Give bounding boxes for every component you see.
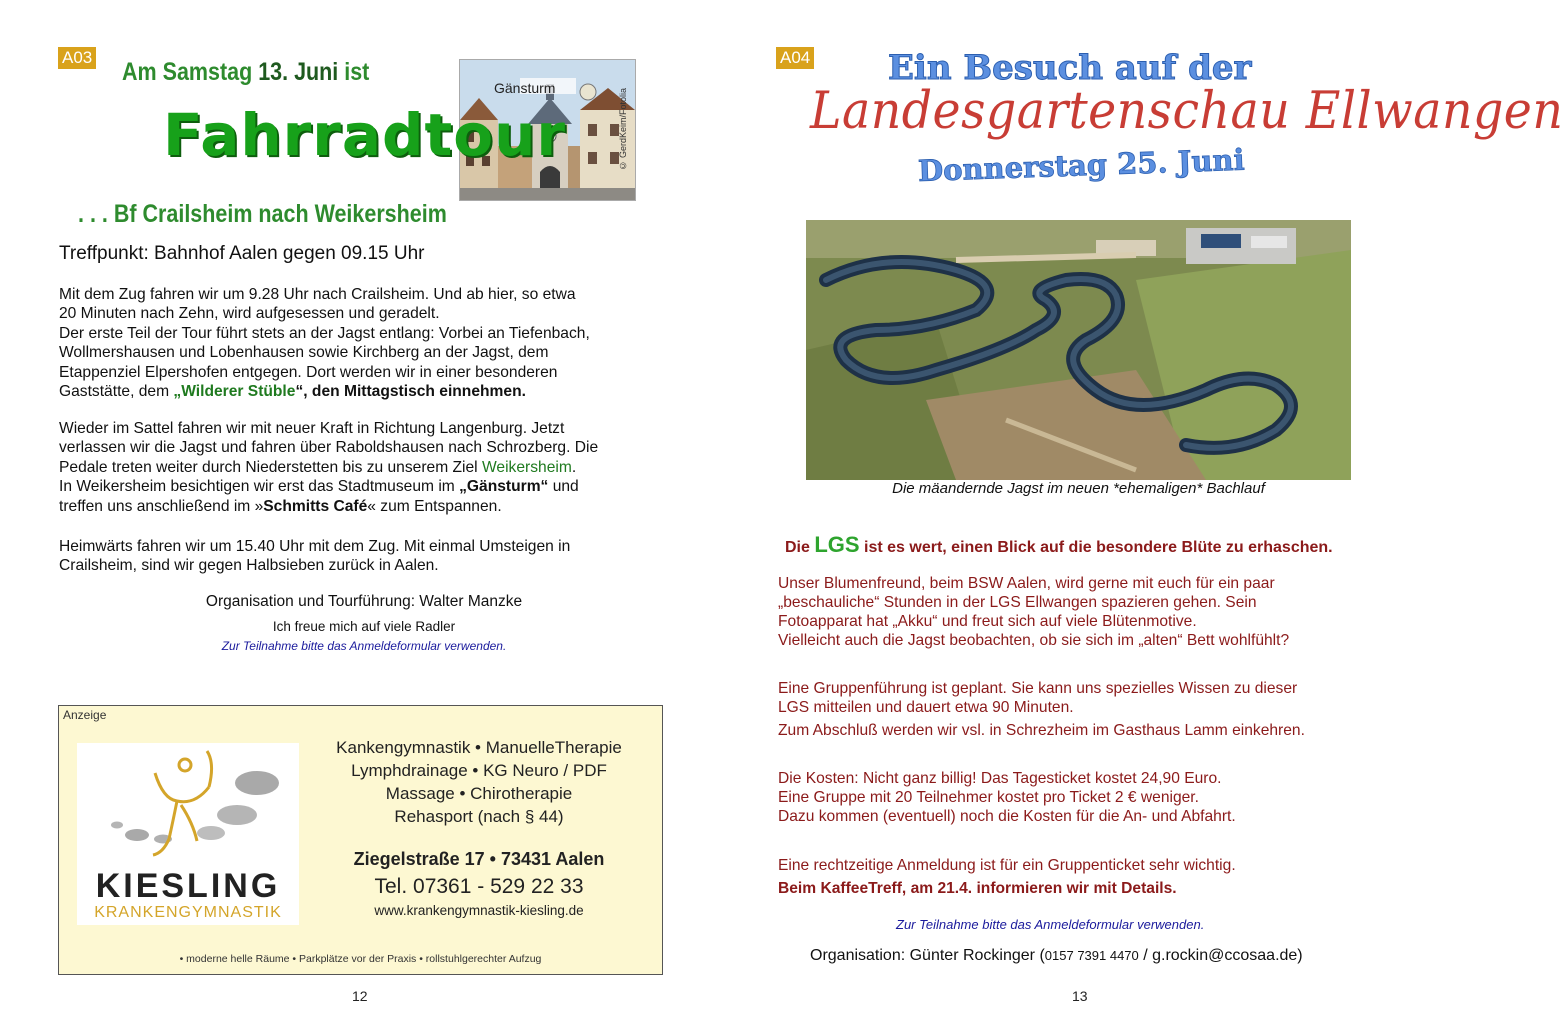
text-line: Mit dem Zug fahren wir um 9.28 Uhr nach Crailsheim. Und ab hier, so etwa bbox=[59, 286, 576, 303]
ad-footer: • moderne helle Räume • Parkplätze vor der Praxis • rollstuhlgerechter Aufzug bbox=[179, 953, 542, 965]
logo-subtitle: KRANKENGYMNASTIK bbox=[94, 904, 282, 921]
headline-date: 13. Juni bbox=[258, 58, 339, 86]
text-span: . bbox=[571, 458, 577, 476]
lgs-word: LGS bbox=[814, 532, 860, 557]
photo-credit: © GerdKeim/Fotolia bbox=[618, 88, 628, 171]
ad-service-line: Rehasport (nach § 44) bbox=[394, 807, 564, 826]
river-illustration bbox=[806, 220, 1351, 480]
text-line: Wieder im Sattel fahren wir mit neuer Kraft in Richtung Langenburg. Jetzt bbox=[59, 420, 565, 437]
page-number-left: 12 bbox=[352, 988, 368, 1004]
registration-note-right: Zur Teilnahme bitte das Anmeldeformular verwenden. bbox=[896, 917, 1205, 932]
lgs-heading bbox=[785, 532, 1333, 558]
title-line-date: Donnerstag 25. Juni bbox=[917, 142, 1246, 188]
text-span: und bbox=[548, 478, 579, 496]
ad-service-line: Massage • Chirotherapie bbox=[385, 784, 573, 803]
text-line: Dazu kommen (eventuell) noch die Kosten für die An- und Abfahrt. bbox=[778, 808, 1236, 825]
paragraph-return bbox=[59, 537, 669, 576]
headline-suffix: ist bbox=[338, 58, 370, 86]
section-tag-a04: A04 bbox=[776, 47, 814, 69]
event-title: Fahrradtour bbox=[163, 101, 566, 169]
text-span: Organisation: Günter Rockinger ( bbox=[810, 947, 1045, 964]
paragraph-costs bbox=[778, 769, 1378, 826]
text-line: Heimwärts fahren wir um 15.40 Uhr mit dem Zug. Mit einmal Umsteigen in bbox=[59, 538, 571, 555]
cafe-name: Schmitts Café bbox=[263, 497, 368, 515]
registration-note: Zur Teilnahme bitte das Anmeldeformular verwenden. bbox=[221, 639, 507, 653]
paragraph-info-meeting: Beim KaffeeTreff, am 21.4. informieren wir mit Details. bbox=[778, 880, 1177, 897]
paragraph-restaurant: Zum Abschluß werden wir vsl. in Schrezheim im Gasthaus Lamm einkehren. bbox=[778, 722, 1305, 739]
event-headline bbox=[122, 58, 369, 87]
text-line: „beschauliche“ Stunden in der LGS Ellwangen spazieren gehen. Sein bbox=[778, 594, 1257, 611]
text-line: Eine Gruppe mit 20 Teilnehmer kostet pro Ticket 2 € weniger. bbox=[778, 789, 1199, 806]
greeting-line: Ich freue mich auf viele Radler bbox=[272, 619, 456, 634]
title-line-garden-show: Landesgartenschau Ellwangen bbox=[810, 82, 1563, 141]
ad-service-line: Kankengymnastik • ManuelleTherapie bbox=[336, 738, 622, 757]
ad-address: Ziegelstraße 17 • 73431 Aalen bbox=[353, 849, 605, 869]
text-line bbox=[59, 477, 669, 496]
text-line: Vielleicht auch die Jagst beobachten, ob sie sich im „alten“ Bett wohlfühlt? bbox=[778, 632, 1290, 649]
paragraph-tour bbox=[778, 679, 1378, 717]
contact-phone: 0157 7391 4470 bbox=[1044, 948, 1139, 963]
text-span: Gaststätte, dem bbox=[59, 383, 174, 401]
logo-name: KIESLING bbox=[95, 867, 281, 905]
text-line bbox=[59, 497, 669, 516]
ad-website[interactable]: www.krankengymnastik-kiesling.de bbox=[374, 903, 584, 918]
destination-name: Weikersheim bbox=[481, 458, 572, 476]
headline-prefix: Am Samstag bbox=[122, 58, 259, 86]
text-span: Pedale treten weiter durch Niederstetten bis zu unserem Ziel bbox=[59, 458, 482, 476]
text-line: Unser Blumenfreund, beim BSW Aalen, wird gerne mit euch für ein paar bbox=[778, 575, 1275, 592]
route-subheadline: . . . Bf Crailsheim nach Weikersheim bbox=[78, 200, 447, 228]
text-span: ist es wert, einen Blick auf die besondere Blüte zu erhaschen. bbox=[859, 539, 1333, 556]
text-line: verlassen wir die Jagst und fahren über Raboldshausen nach Schrozberg. Die bbox=[59, 439, 599, 457]
text-line: 20 Minuten nach Zehn, wird aufgesessen und geradelt. bbox=[59, 305, 440, 323]
photo-label: Gänsturm bbox=[494, 80, 556, 96]
meeting-point: Treffpunkt: Bahnhof Aalen gegen 09.15 Uhr bbox=[59, 243, 425, 264]
section-tag-a03: A03 bbox=[58, 47, 96, 69]
ad-label: Anzeige bbox=[63, 708, 107, 722]
title-line-visit: Ein Besuch auf der bbox=[888, 48, 1252, 88]
paragraph-guide bbox=[778, 574, 1378, 650]
kiesling-logo bbox=[77, 743, 299, 925]
organisation-contact bbox=[810, 947, 1303, 965]
text-line: Der erste Teil der Tour führt stets an der Jagst entlang: Vorbei an Tiefenbach, bbox=[59, 324, 590, 342]
paragraph-afternoon bbox=[59, 419, 669, 516]
text-span: “, den Mittagstisch einnehmen. bbox=[295, 383, 526, 401]
ad-phone: Tel. 07361 - 529 22 33 bbox=[374, 875, 584, 898]
text-span: Die bbox=[785, 539, 815, 556]
text-line bbox=[59, 382, 669, 401]
text-line: Crailsheim, sind wir gegen Halbsieben zurück in Aalen. bbox=[59, 557, 439, 575]
photo-caption: Die mäandernde Jagst im neuen *ehemaligen* Bachlauf bbox=[892, 480, 1265, 497]
text-line: Die Kosten: Nicht ganz billig! Das Tagesticket kostet 24,90 Euro. bbox=[778, 770, 1222, 787]
text-span: treffen uns anschließend im » bbox=[59, 497, 264, 515]
text-line: Etappenziel Elpershofen entgegen. Dort werden wir in einer besonderen bbox=[59, 363, 558, 381]
text-span: In Weikersheim besichtigen wir erst das Stadtmuseum im bbox=[59, 478, 460, 496]
paragraph-registration: Eine rechtzeitige Anmeldung ist für ein Gruppenticket sehr wichtig. bbox=[778, 857, 1236, 874]
advertisement-box bbox=[58, 705, 663, 975]
restaurant-name: „Wilderer Stüble bbox=[173, 383, 296, 401]
organisation-line: Organisation und Tourführung: Walter Manzke bbox=[205, 593, 523, 610]
museum-name: „Gänsturm“ bbox=[459, 478, 549, 496]
river-aerial-photo bbox=[806, 220, 1351, 480]
paragraph-route bbox=[59, 285, 669, 401]
text-line: Fotoapparat hat „Akku“ und freut sich auf viele Blütenmotive. bbox=[778, 613, 1197, 630]
text-line: Eine Gruppenführung ist geplant. Sie kann uns spezielles Wissen zu dieser bbox=[778, 680, 1298, 697]
text-line bbox=[59, 458, 669, 477]
contact-email: / g.rockin@ccosaa.de) bbox=[1138, 947, 1303, 964]
page-number-right: 13 bbox=[1072, 988, 1088, 1004]
ad-service-line: Lymphdrainage • KG Neuro / PDF bbox=[351, 761, 607, 780]
text-span: « zum Entspannen. bbox=[367, 497, 502, 515]
text-line: Wollmershausen und Lobenhausen sowie Kirchberg an der Jagst, dem bbox=[59, 344, 549, 362]
text-line: LGS mitteilen und dauert etwa 90 Minuten. bbox=[778, 699, 1074, 716]
